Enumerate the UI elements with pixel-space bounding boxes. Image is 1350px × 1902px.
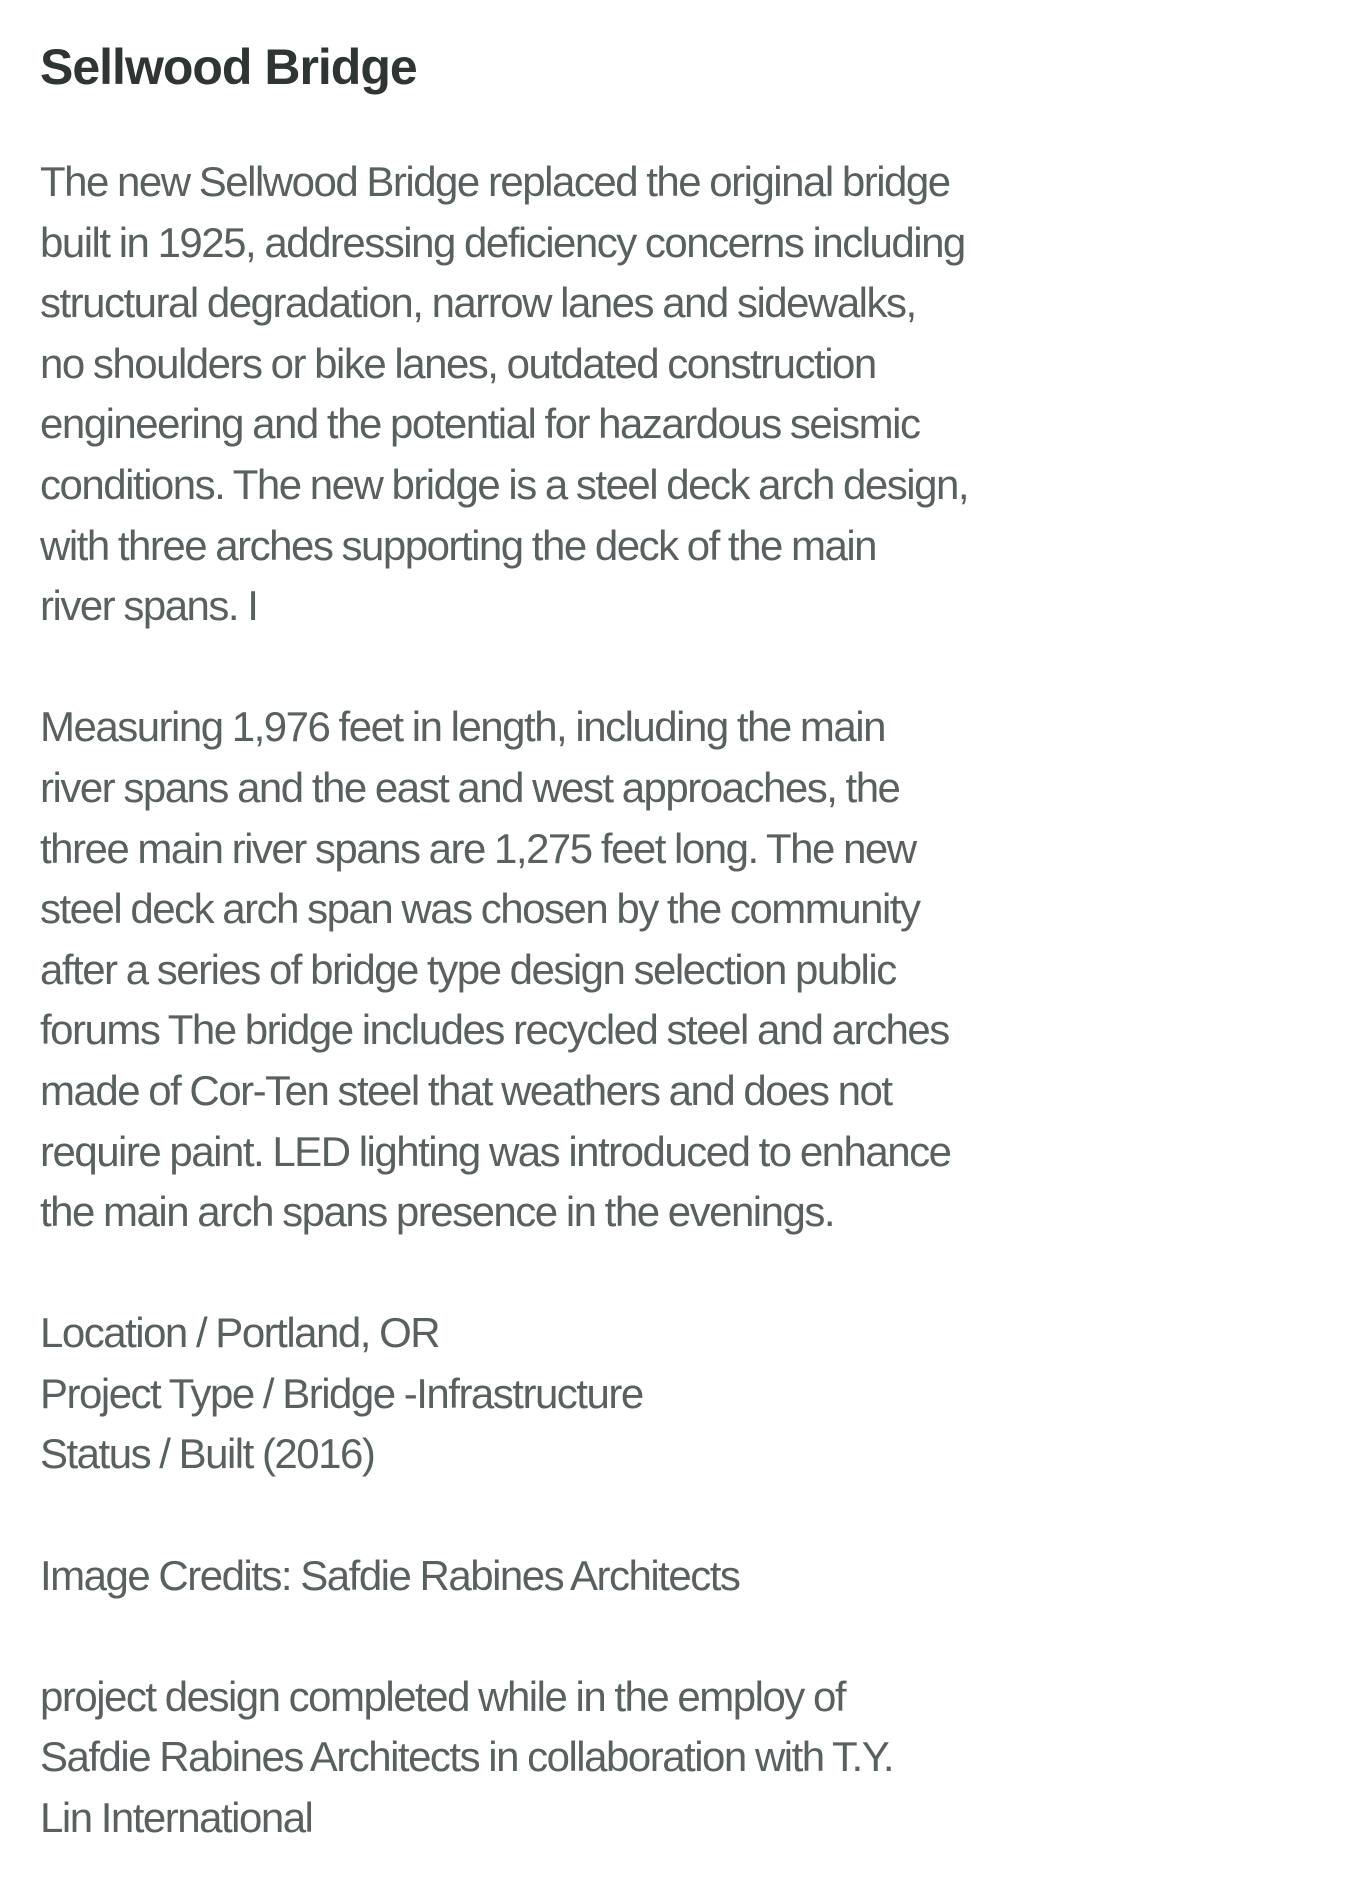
text-line: The new Sellwood Bridge replaced the original bridge xyxy=(40,158,950,205)
description-paragraph-1 xyxy=(40,152,1150,637)
text-line: engineering and the potential for hazardous seismic xyxy=(40,400,920,448)
image-credits xyxy=(40,1546,1150,1607)
text-line: river spans. I xyxy=(40,582,258,630)
text-line: Measuring 1,976 feet in length, including the main xyxy=(40,703,885,751)
text-line: structural degradation, narrow lanes and sidewalks, xyxy=(40,279,916,327)
page-title: Sellwood Bridge xyxy=(40,39,417,95)
spacer xyxy=(40,100,1150,152)
text-line: no shoulders or bike lanes, outdated construction xyxy=(40,339,876,387)
detail-location: Location / Portland, OR xyxy=(40,1309,440,1357)
text-line: after a series of bridge type design selection public xyxy=(40,945,896,993)
document-page xyxy=(40,34,1150,1849)
spacer xyxy=(40,637,1150,698)
text-line: steel deck arch span was chosen by the community xyxy=(40,885,920,933)
text-line: river spans and the east and west approaches, the xyxy=(40,763,900,811)
project-details xyxy=(40,1303,1150,1485)
detail-status: Status / Built (2016) xyxy=(40,1430,375,1478)
spacer xyxy=(40,1606,1150,1667)
text-line: Safdie Rabines Architects in collaboration with T.Y. xyxy=(40,1733,893,1781)
detail-project-type: Project Type / Bridge -Infrastructure xyxy=(40,1369,643,1417)
text-line: forums The bridge includes recycled steel and arches xyxy=(40,1006,949,1054)
text-line: made of Cor-Ten steel that weathers and does not xyxy=(40,1066,892,1114)
description-paragraph-2 xyxy=(40,697,1150,1242)
text-line: Lin International xyxy=(40,1794,313,1842)
text-line: built in 1925, addressing deficiency concerns including xyxy=(40,218,965,266)
spacer xyxy=(40,1485,1150,1546)
spacer xyxy=(40,1243,1150,1304)
text-line: with three arches supporting the deck of the main xyxy=(40,521,877,569)
text-line: three main river spans are 1,275 feet long. The new xyxy=(40,824,916,872)
text-line: require paint. LED lighting was introduced to enhance xyxy=(40,1127,951,1175)
text-line: the main arch spans presence in the evenings. xyxy=(40,1188,835,1236)
text-line: conditions. The new bridge is a steel deck arch design, xyxy=(40,460,968,508)
credits-line: Image Credits: Safdie Rabines Architects xyxy=(40,1551,740,1599)
employment-note xyxy=(40,1667,1150,1849)
text-line: project design completed while in the employ of xyxy=(40,1672,845,1720)
